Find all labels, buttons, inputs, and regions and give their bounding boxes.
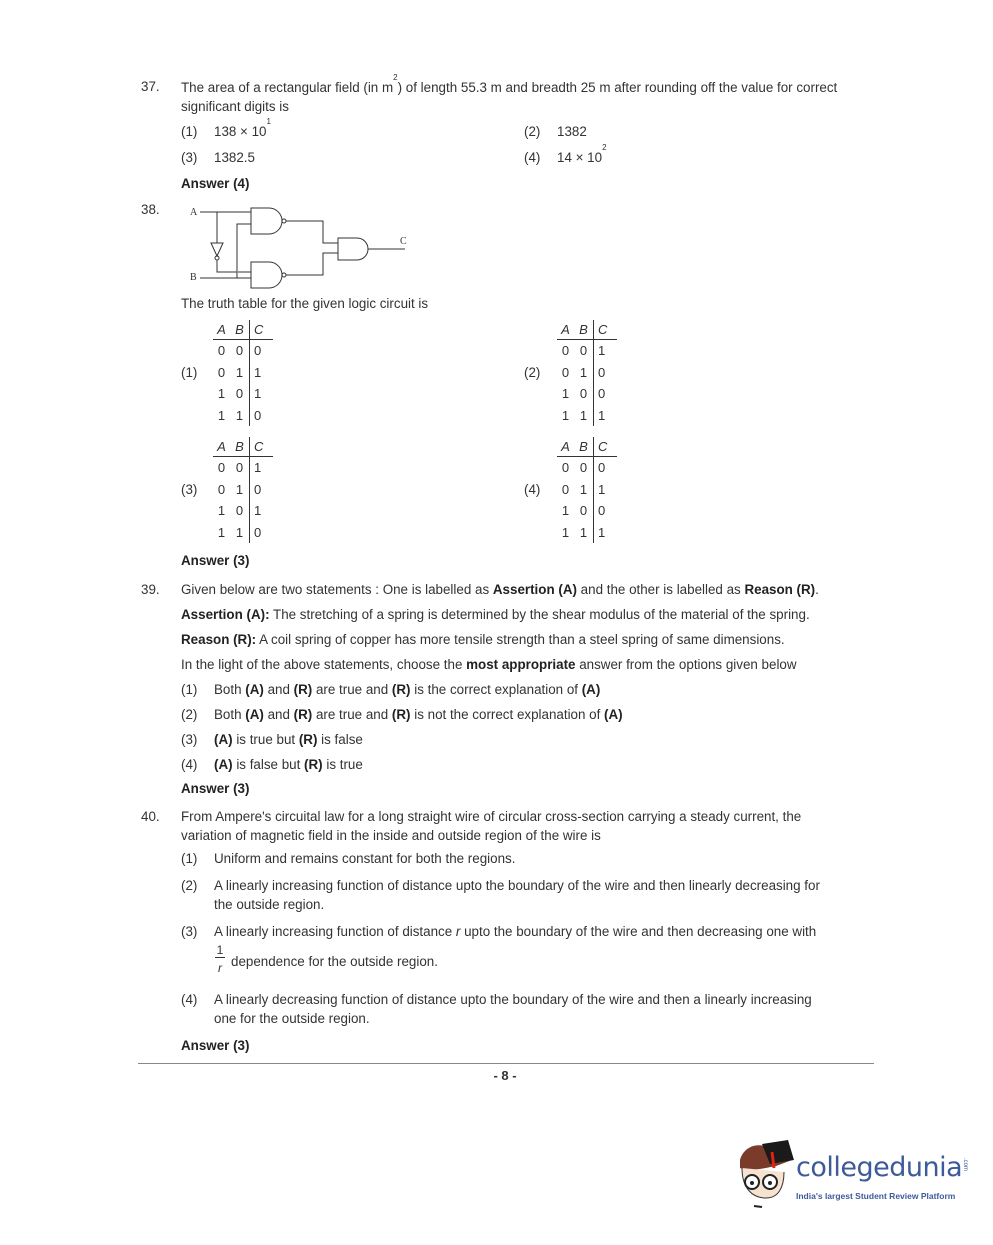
- text: and: [263, 707, 294, 722]
- option-text: Uniform and remains constant for both the regions.: [214, 851, 516, 866]
- cell: 1: [249, 362, 268, 384]
- bold-text: (A): [214, 732, 233, 747]
- cell: 0: [579, 503, 588, 518]
- cell: 0: [217, 343, 226, 358]
- header-a: A: [217, 322, 226, 337]
- page-number: - 8 -: [493, 1068, 517, 1083]
- cell: 1: [235, 481, 244, 497]
- bold-text: (A): [214, 757, 233, 772]
- cell: 1: [579, 407, 588, 423]
- option-text: 1382: [557, 124, 587, 139]
- cell: 0: [217, 460, 226, 475]
- header-b: B: [235, 439, 244, 454]
- question-stem: The truth table for the given logic circuit is: [181, 296, 429, 311]
- answer: Answer (4): [181, 176, 250, 191]
- cell: 1: [217, 503, 226, 518]
- circuit-label-a: A: [190, 207, 198, 218]
- cell: 0: [579, 343, 588, 358]
- superscript: 1: [266, 117, 271, 126]
- bold-text: (A): [604, 707, 623, 722]
- cell: 1: [593, 522, 612, 544]
- option-text: [214, 731, 363, 749]
- cell: 1: [593, 479, 612, 501]
- assertion-label: Assertion (A):: [181, 607, 270, 622]
- bold-text: (R): [391, 682, 411, 697]
- option-text-line: dependence for the outside region.: [231, 954, 438, 969]
- text: is not the correct explanation of: [410, 707, 605, 722]
- question-number: 40.: [141, 809, 160, 824]
- header-a: A: [217, 439, 226, 454]
- text: Given below are two statements : One is labelled as: [181, 582, 493, 597]
- instruction: [181, 656, 797, 674]
- circuit-label-b: B: [190, 272, 197, 283]
- bold-text: (R): [298, 732, 318, 747]
- option-label: (1): [181, 851, 198, 866]
- footer-divider: [138, 1063, 874, 1064]
- option-text: [214, 706, 623, 724]
- question-number: 39.: [141, 582, 160, 597]
- bold-text: (A): [245, 682, 264, 697]
- cell: 0: [235, 460, 244, 475]
- option-label: (4): [181, 992, 198, 1007]
- text: is false but: [232, 757, 305, 772]
- fraction-denominator: r: [218, 961, 222, 975]
- cell: 0: [579, 460, 588, 475]
- truth-table-3: [213, 437, 273, 543]
- option-label: (2): [181, 878, 198, 893]
- text: answer from the options given below: [575, 657, 797, 672]
- nand-gate-top: [251, 208, 282, 234]
- circuit-label-c: C: [400, 236, 407, 247]
- cell: 0: [593, 457, 612, 479]
- option-text: 1382.5: [214, 150, 255, 165]
- cell: 1: [579, 524, 588, 540]
- text: upto the boundary of the wire and then decreasing one with: [460, 924, 817, 939]
- option-text: [214, 756, 363, 774]
- cell: 1: [579, 481, 588, 497]
- cell: 1: [249, 500, 268, 522]
- cell: 1: [561, 503, 570, 518]
- option-label: (4): [181, 757, 198, 772]
- option-label: (1): [181, 365, 198, 380]
- answer: Answer (3): [181, 1038, 250, 1053]
- stem-text: ) of length 55.3 m and breadth 25 m after rounding off the value for correct: [397, 80, 838, 95]
- nand-gate-bottom: [251, 262, 282, 288]
- header-b: B: [579, 322, 588, 337]
- option-value: 138 × 10: [214, 124, 267, 139]
- option-label: (2): [181, 707, 198, 722]
- cell: 0: [235, 503, 244, 518]
- option-label: (2): [524, 365, 541, 380]
- truth-table-2: [557, 320, 617, 426]
- cell: 1: [593, 340, 612, 362]
- superscript: 2: [393, 73, 398, 82]
- answer: Answer (3): [181, 781, 250, 796]
- option-text: [214, 923, 816, 941]
- answer: Answer (3): [181, 553, 250, 568]
- header-c: C: [593, 320, 612, 339]
- cell: 0: [249, 405, 268, 427]
- cell: 1: [561, 524, 570, 540]
- text: and: [263, 682, 294, 697]
- cell: 0: [561, 460, 570, 475]
- variable: r: [455, 924, 461, 939]
- question-stem: [181, 581, 819, 599]
- option-label: (4): [524, 150, 541, 165]
- text: Both: [214, 682, 246, 697]
- cell: 1: [217, 524, 226, 540]
- cell: 1: [235, 364, 244, 380]
- cell: 1: [249, 457, 268, 479]
- cell: 0: [235, 343, 244, 358]
- option-label: (3): [181, 482, 198, 497]
- fraction-numerator: 1: [216, 943, 224, 957]
- header-c: C: [249, 437, 268, 456]
- cell: 0: [235, 386, 244, 401]
- option-label: (3): [181, 924, 198, 939]
- logo-suffix: .com: [962, 1158, 968, 1172]
- header-b: B: [579, 439, 588, 454]
- cell: 1: [249, 383, 268, 405]
- cell: 1: [235, 407, 244, 423]
- logic-circuit-diagram: [185, 200, 425, 290]
- text: A linearly increasing function of distance: [214, 924, 456, 939]
- cell: 0: [561, 364, 570, 380]
- reason: [181, 631, 785, 649]
- option-text: A linearly decreasing function of distance upto the boundary of the wire and then a linearly increasing: [214, 992, 812, 1007]
- header-a: A: [561, 439, 570, 454]
- cell: 0: [217, 481, 226, 497]
- text: is true but: [232, 732, 299, 747]
- question-stem: From Ampere's circuital law for a long straight wire of circular cross-section carrying a steady current, the: [181, 809, 802, 824]
- superscript: 2: [602, 143, 607, 152]
- text: is the correct explanation of: [410, 682, 582, 697]
- cell: 1: [217, 386, 226, 401]
- logo-name: collegedunia: [796, 1152, 963, 1183]
- assertion-text: The stretching of a spring is determined by the shear modulus of the material of the spring.: [269, 607, 810, 622]
- question-number: 37.: [141, 79, 160, 94]
- bold-text: (R): [304, 757, 323, 772]
- bold-text: Reason (R): [744, 582, 816, 597]
- option-value: 14 × 10: [557, 150, 603, 165]
- text: and the other is labelled as: [576, 582, 745, 597]
- option-label: (4): [524, 482, 541, 497]
- cell: 0: [593, 362, 612, 384]
- option-text: [214, 681, 600, 699]
- truth-table-1: [213, 320, 273, 426]
- cell: 1: [217, 407, 226, 423]
- header-c: C: [593, 437, 612, 456]
- bold-text: (A): [245, 707, 264, 722]
- option-label: (1): [181, 682, 198, 697]
- option-label: (1): [181, 124, 198, 139]
- bold-text: (R): [391, 707, 411, 722]
- bold-text: (R): [293, 707, 313, 722]
- cell: 0: [561, 481, 570, 497]
- cell: 0: [561, 343, 570, 358]
- header-c: C: [249, 320, 268, 339]
- text: is false: [317, 732, 363, 747]
- text: .: [815, 582, 819, 597]
- reason-label: Reason (R):: [181, 632, 257, 647]
- cell: 0: [593, 383, 612, 405]
- collegedunia-logo: [736, 1138, 976, 1210]
- bold-text: Assertion (A): [492, 582, 577, 597]
- cell: 0: [249, 479, 268, 501]
- bold-text: (R): [293, 682, 313, 697]
- assertion: [181, 606, 810, 624]
- option-label: (3): [181, 732, 198, 747]
- text: are true and: [312, 682, 392, 697]
- cell: 0: [249, 340, 268, 362]
- and-gate: [338, 238, 368, 260]
- option-text-line: one for the outside region.: [214, 1011, 370, 1026]
- cell: 1: [579, 364, 588, 380]
- header-b: B: [235, 322, 244, 337]
- cell: 1: [593, 405, 612, 427]
- stem-text: The area of a rectangular field (in m: [181, 80, 394, 95]
- option-text: [214, 117, 271, 141]
- cell: 1: [561, 407, 570, 423]
- text: In the light of the above statements, choose the: [181, 657, 467, 672]
- truth-table-4: [557, 437, 617, 543]
- cell: 0: [593, 500, 612, 522]
- option-text: [557, 143, 607, 167]
- cell: 0: [579, 386, 588, 401]
- cell: 1: [235, 524, 244, 540]
- cell: 0: [249, 522, 268, 544]
- not-gate: [211, 243, 223, 256]
- text: is true: [322, 757, 363, 772]
- option-label: (3): [181, 150, 198, 165]
- mascot-icon: [736, 1138, 794, 1208]
- question-number: 38.: [141, 202, 160, 217]
- logo-tagline: India's largest Student Review Platform: [796, 1191, 956, 1201]
- question-stem-line: significant digits is: [181, 99, 289, 114]
- question-stem-line: variation of magnetic field in the inside and outside region of the wire is: [181, 828, 601, 843]
- text: Both: [214, 707, 246, 722]
- bold-text: most appropriate: [466, 657, 576, 672]
- text: are true and: [312, 707, 392, 722]
- header-a: A: [561, 322, 570, 337]
- option-label: (2): [524, 124, 541, 139]
- cell: 1: [561, 386, 570, 401]
- option-text: A linearly increasing function of distance upto the boundary of the wire and then linearly decreasing for: [214, 878, 820, 893]
- cell: 0: [217, 364, 226, 380]
- reason-text: A coil spring of copper has more tensile strength than a steel spring of same dimensions.: [256, 632, 785, 647]
- option-text-line: the outside region.: [214, 897, 325, 912]
- question-stem: [181, 73, 838, 97]
- bold-text: (A): [581, 682, 601, 697]
